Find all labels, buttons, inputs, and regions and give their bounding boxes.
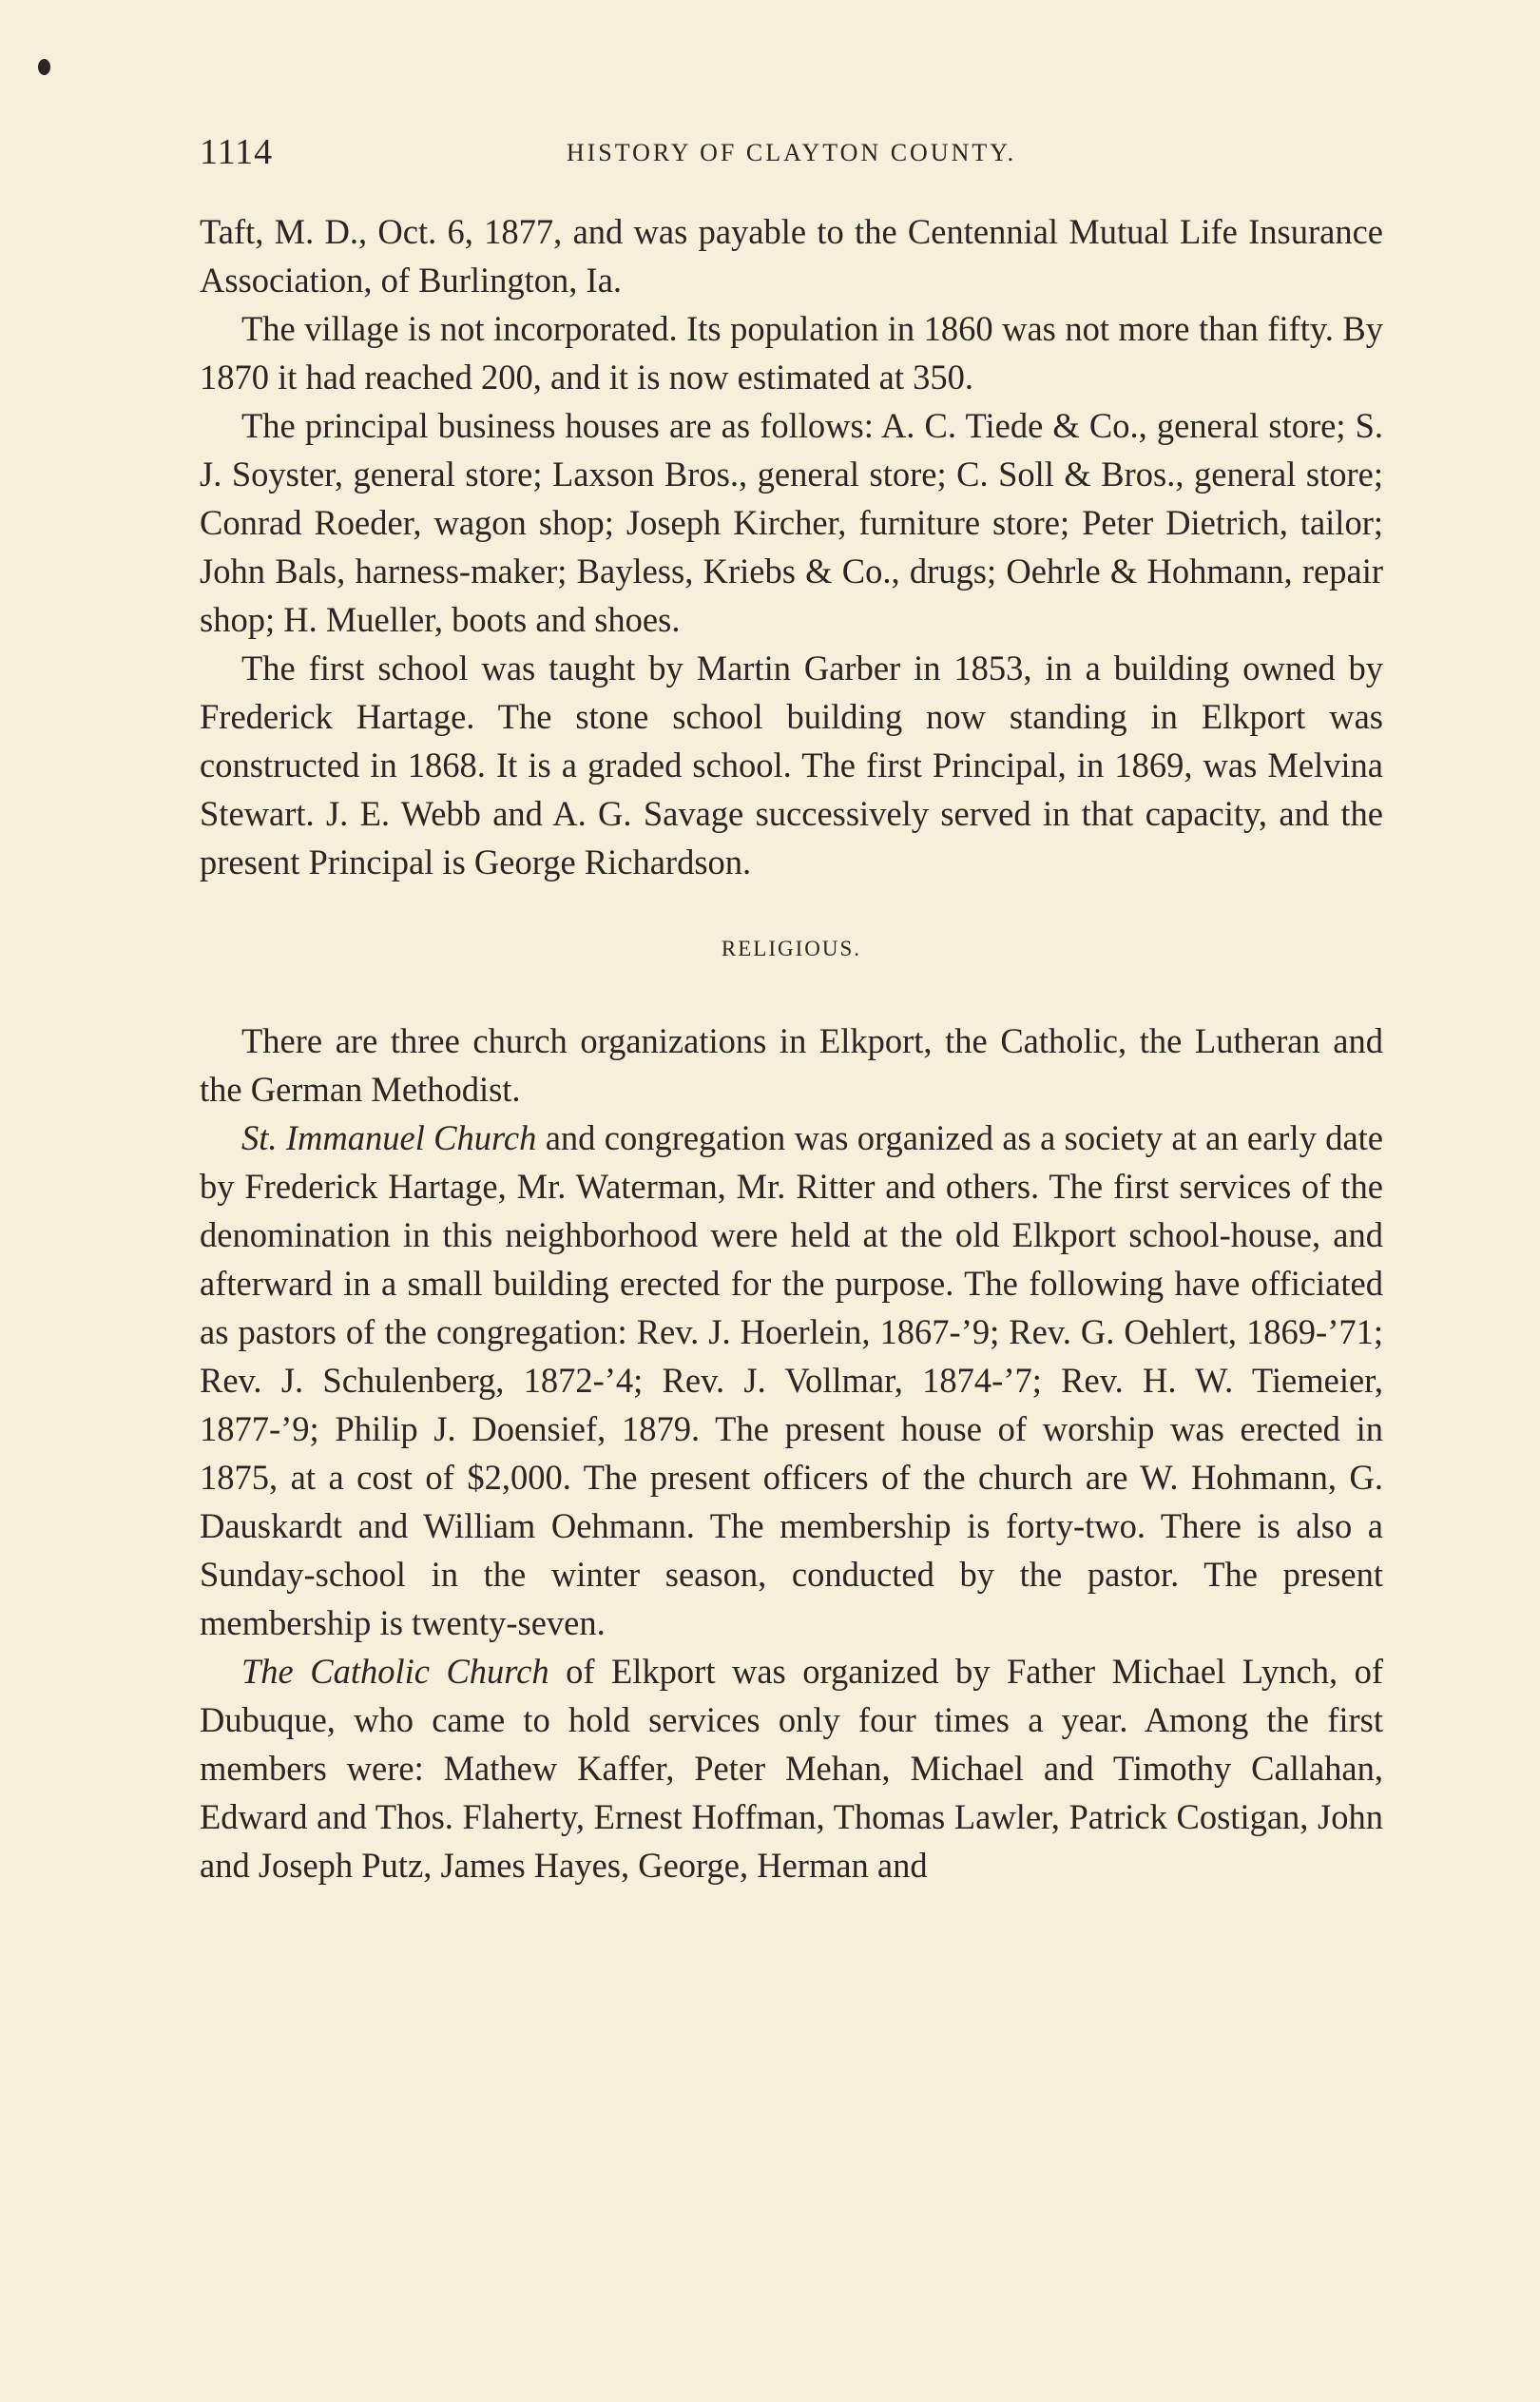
ink-spot: [38, 59, 50, 75]
running-head: HISTORY OF CLAYTON COUNTY.: [566, 139, 1017, 166]
body-text: [200, 207, 1383, 1889]
page-number: 1114: [200, 132, 274, 172]
catholic-church-text: of Elkport was organized by Father Michael Lynch, of Dubuque, who came to hold services only four times a year. Among the first members were: Mathew Kaffer, Peter Mehan, Michael and Timothy Callahan, Edward and Thos. Flaherty, Ernest Hoffman, Thomas Lawler, Patrick Costigan, John and Joseph Putz, James Hayes, George, Herman and: [200, 1652, 1384, 1885]
paragraph-continuation: Taft, M. D., Oct. 6, 1877, and was payable to the Centennial Mutual Life Insurance Association, of Burlington, Ia.: [200, 212, 1383, 300]
paragraph-catholic-church: [200, 1647, 1383, 1889]
paragraph-churches-intro: There are three church organizations in Elkport, the Catholic, the Lutheran and the German Methodist.: [200, 1021, 1383, 1109]
page-header: [200, 131, 1383, 179]
immanuel-church-title: St. Immanuel Church: [241, 1118, 537, 1157]
paragraph-village: The village is not incorporated. Its population in 1860 was not more than fifty. By 1870 it had reached 200, and it is now estimated at 350.: [200, 309, 1383, 397]
paragraph-business-houses: The principal business houses are as follows: A. C. Tiede & Co., general store; S. J. Soyster, general store; Laxson Bros., general store; C. Soll & Bros., general store; Conrad Roeder, wagon shop; Joseph Kircher, furniture store; Peter Dietrich, tailor; John Bals, harness-maker; Bayless, Kriebs & Co., drugs; Oehrle & Hohmann, repair shop; H. Mueller, boots and shoes.: [200, 406, 1383, 639]
section-heading-religious: RELIGIOUS.: [721, 937, 862, 960]
catholic-church-title: The Catholic Church: [241, 1652, 549, 1691]
paragraph-school: The first school was taught by Martin Garber in 1853, in a building owned by Frederick Hartage. The stone school building now standing in Elkport was constructed in 1868. It is a graded school. The first Principal, in 1869, was Melvina Stewart. J. E. Webb and A. G. Savage successively served in that capacity, and the present Principal is George Richardson.: [200, 649, 1383, 881]
paragraph-immanuel-church: [200, 1114, 1383, 1647]
immanuel-church-text: and congregation was organized as a society at an early date by Frederick Hartage, Mr. Waterman, Mr. Ritter and others. The first services of the denomination in this neighborhood were held at the old Elkport school-house, and afterward in a small building erected for the purpose. The following have officiated as pastors of the congregation: Rev. J. Hoerlein, 1867-’9; Rev. G. Oehlert, 1869-’71; Rev. J. Schulenberg, 1872-’4; Rev. J. Vollmar, 1874-’7; Rev. H. W. Tiemeier, 1877-’9; Philip J. Doensief, 1879. The present house of worship was erected in 1875, at a cost of $2,000. The present officers of the church are W. Hohmann, G. Dauskardt and William Oehmann. The membership is forty-two. There is also a Sunday-school in the winter season, conducted by the pastor. The present membership is twenty-seven.: [200, 1118, 1383, 1642]
